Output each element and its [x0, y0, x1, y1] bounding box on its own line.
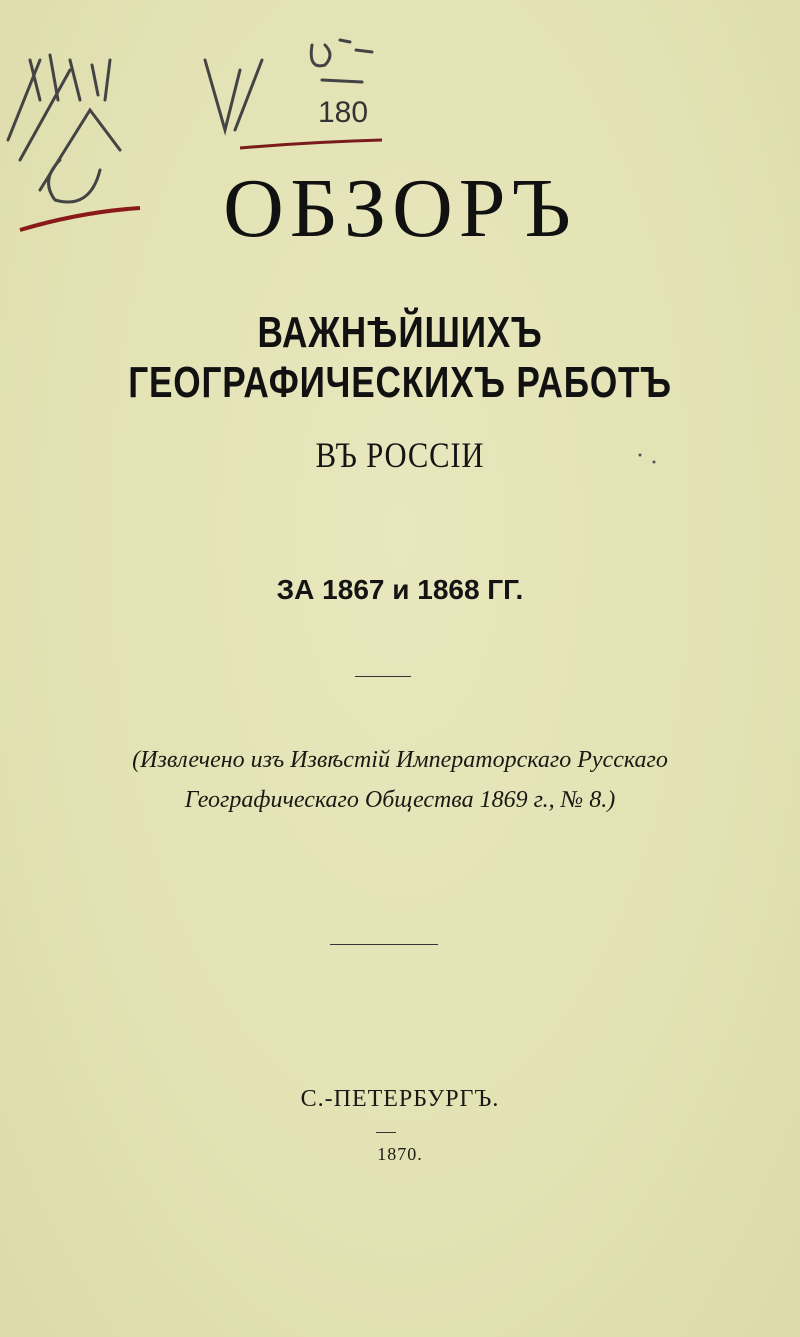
source-note	[60, 740, 740, 820]
source-line-2: Географическаго Общества 1869 г., № 8.)	[184, 787, 616, 813]
region-line: ВЪ РОССІИ	[315, 435, 485, 475]
divider-long	[330, 944, 438, 945]
source-line-1: (Извлечено изъ Извѣстій Императорскаго Русскаго	[132, 747, 668, 773]
shelfmark-number: 180	[318, 96, 369, 129]
imprint-city: С.-ПЕТЕРБУРГЪ.	[300, 1086, 500, 1112]
divider-tiny	[376, 1132, 396, 1133]
page-subtitle: ВАЖНѢЙШИХЪ ГЕОГРАФИЧЕСКИХЪ РАБОТЪ	[128, 308, 672, 407]
imprint-year: 1870.	[377, 1144, 423, 1164]
page-title: ОБЗОРЪ	[223, 162, 577, 255]
divider-short	[355, 676, 411, 677]
years-line: ЗА 1867 и 1868 ГГ.	[276, 574, 524, 605]
